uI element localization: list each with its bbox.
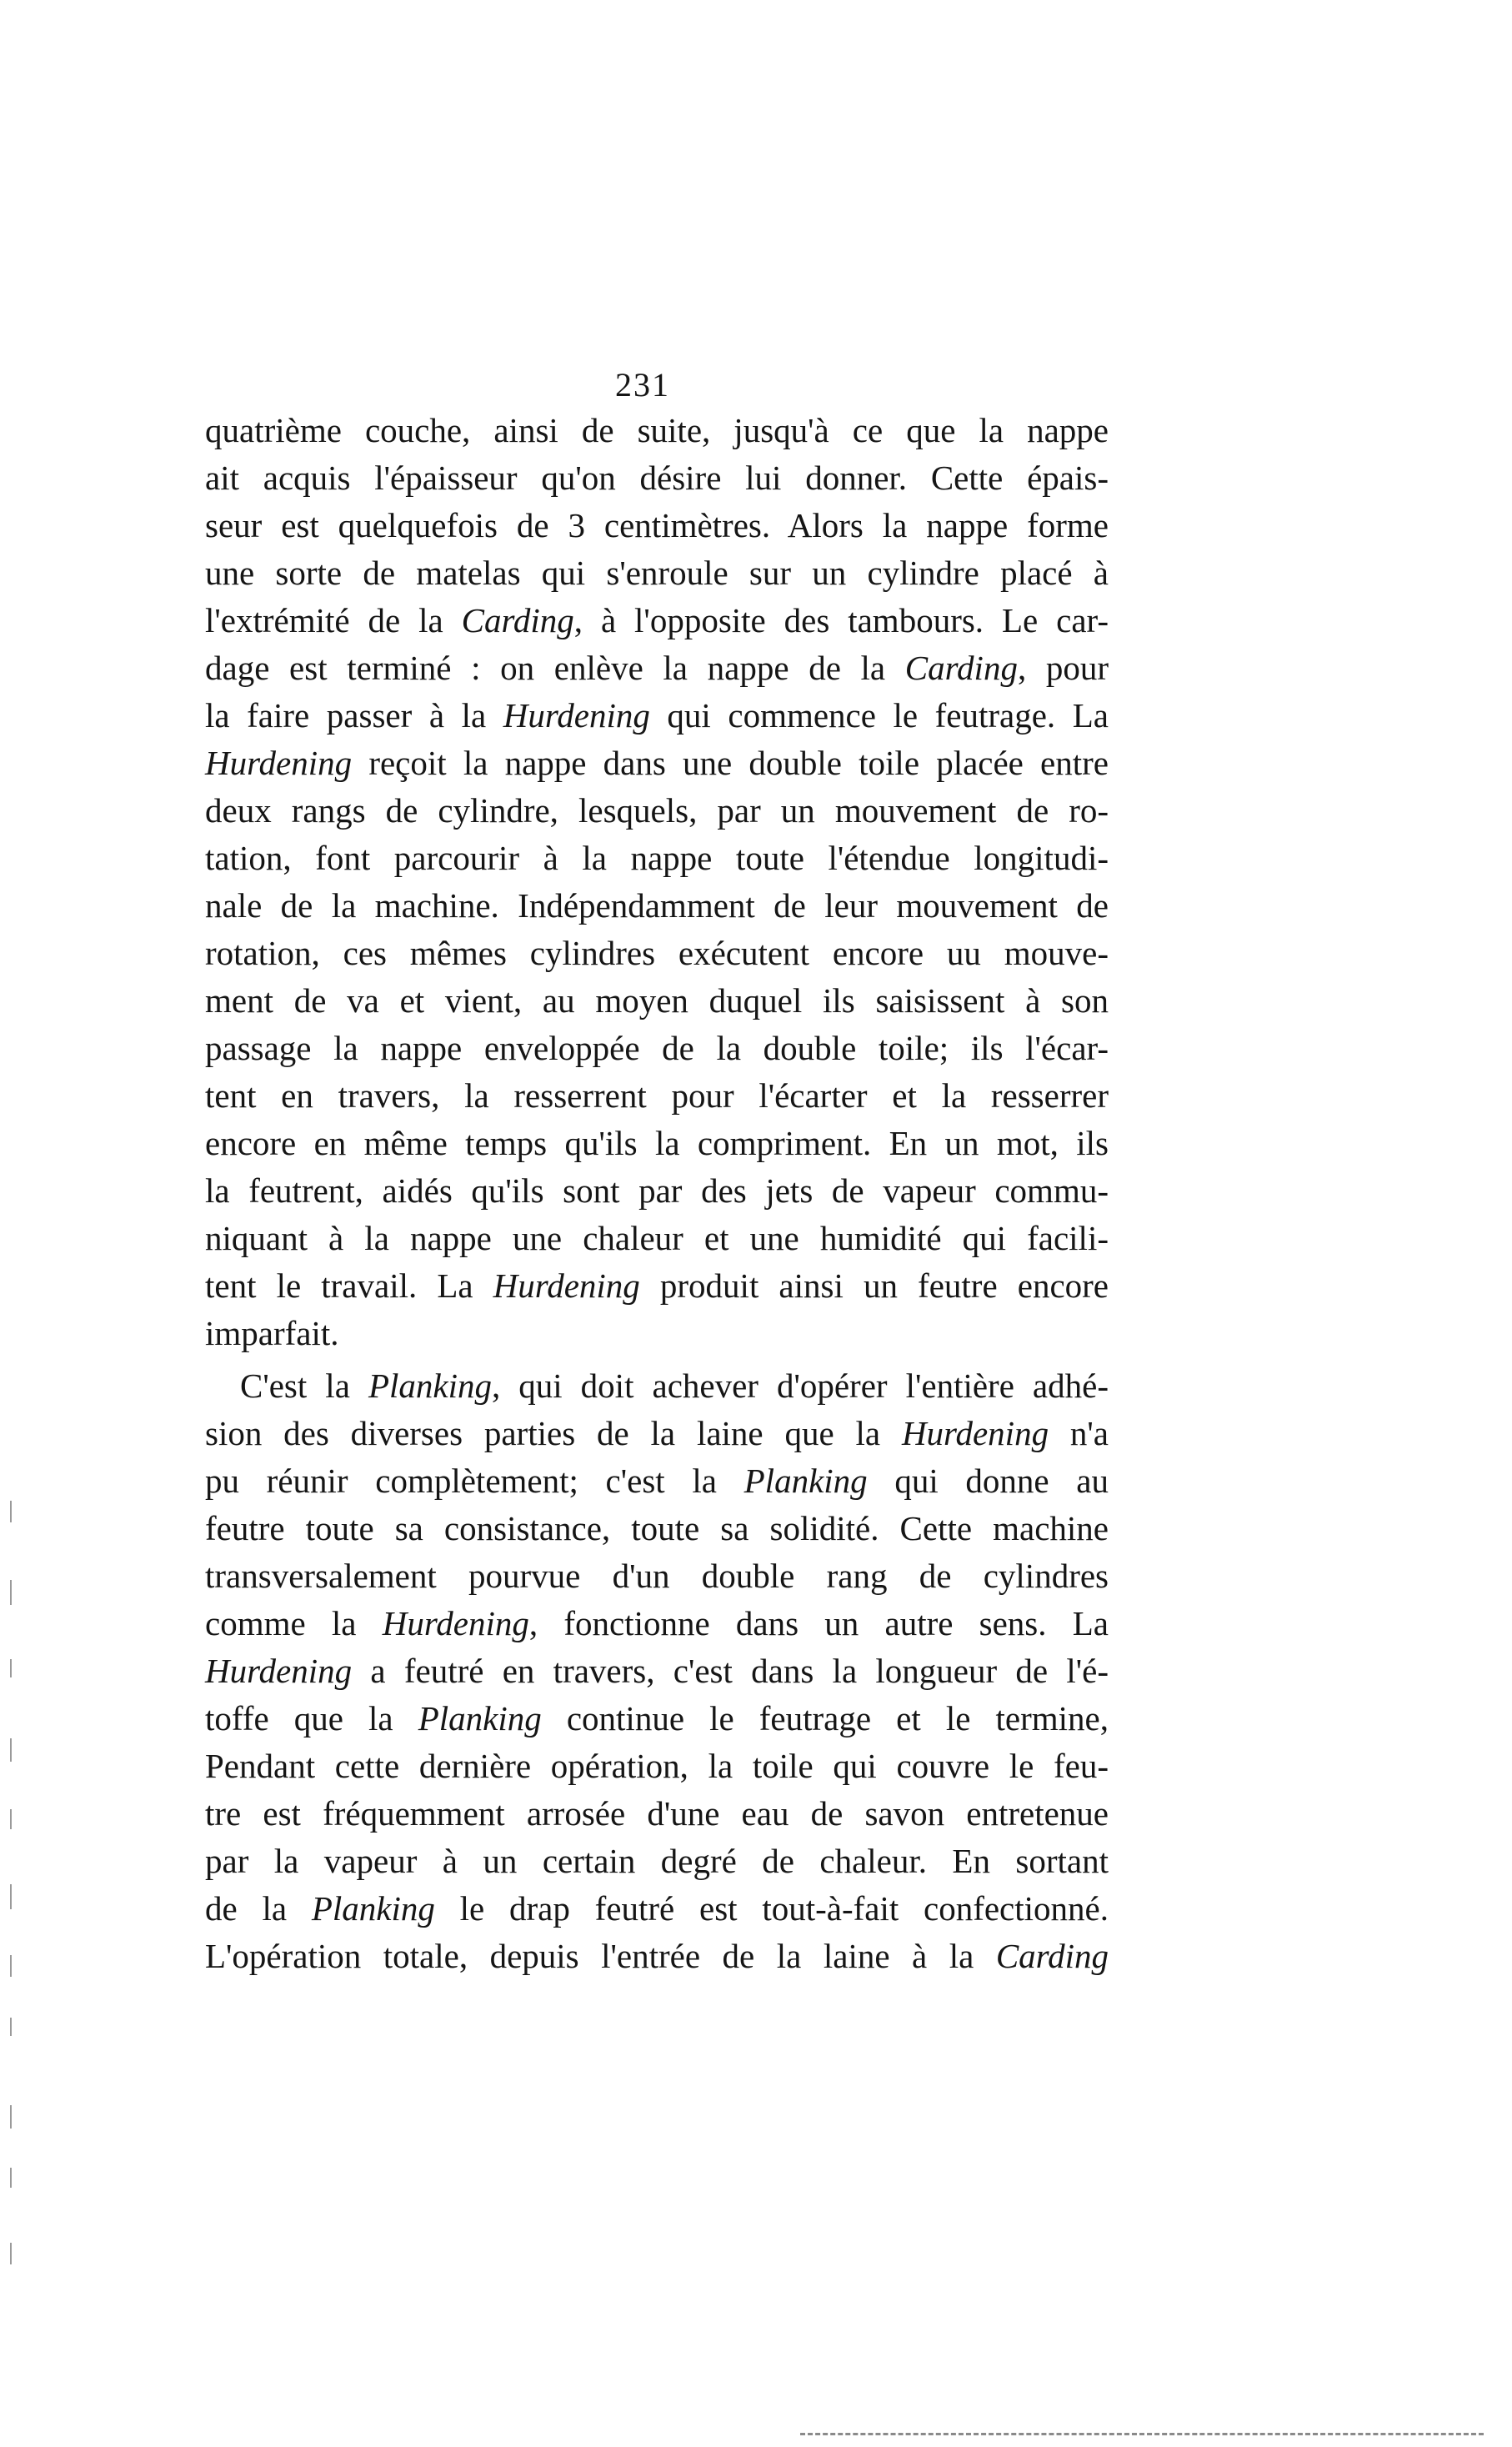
text-line: tent en travers, la resserrent pour l'écarter et la resserrer [205, 1076, 1109, 1115]
italic-term: Planking [743, 1462, 868, 1500]
text-line: C'est la Planking, qui doit achever d'opérer l'entière adhé- [240, 1366, 1109, 1405]
text-line: encore en même temps qu'ils la compriment. En un mot, ils [205, 1124, 1109, 1162]
text-line: la feutrent, aidés qu'ils sont par des jets de vapeur commu- [205, 1171, 1109, 1210]
text-line: deux rangs de cylindre, lesquels, par un mouvement de ro- [205, 791, 1109, 830]
text-line: nale de la machine. Indépendamment de leur mouvement de [205, 886, 1109, 925]
text-line: imparfait. [205, 1314, 339, 1352]
text-line: tre est fréquemment arrosée d'une eau de savon entretenue [205, 1794, 1109, 1833]
text-line: Hurdening a feutré en travers, c'est dans la longueur de l'é- [205, 1652, 1109, 1690]
text-line: dage est terminé : on enlève la nappe de la Carding, pour [205, 649, 1109, 687]
text-line: une sorte de matelas qui s'enroule sur un cylindre placé à [205, 554, 1109, 592]
text-line: L'opération totale, depuis l'entrée de la laine à la Carding [205, 1937, 1109, 1975]
paragraph [205, 1362, 1109, 1980]
text-line: quatrième couche, ainsi de suite, jusqu'à ce que la nappe [205, 411, 1109, 449]
text-line: l'extrémité de la Carding, à l'opposite des tambours. Le car- [205, 601, 1109, 639]
text-line: Pendant cette dernière opération, la toile qui couvre le feu- [205, 1747, 1109, 1785]
text-line: passage la nappe enveloppée de la double toile; ils l'écar- [205, 1029, 1109, 1067]
italic-term: Carding [904, 649, 1018, 687]
text-line: tent le travail. La Hurdening produit ainsi un feutre encore [205, 1266, 1109, 1305]
italic-term: Planking [311, 1889, 435, 1928]
italic-term: Hurdening [205, 744, 353, 782]
text-line: la faire passer à la Hurdening qui commence le feutrage. La [205, 696, 1109, 735]
text-line: tation, font parcourir à la nappe toute l'étendue longitudi- [205, 839, 1109, 877]
italic-term: Carding [461, 601, 574, 639]
text-line: comme la Hurdening, fonctionne dans un autre sens. La [205, 1604, 1109, 1642]
italic-term: Hurdening [205, 1652, 353, 1690]
italic-term: Planking [418, 1699, 542, 1737]
body-text [205, 407, 1109, 1980]
text-line: rotation, ces mêmes cylindres exécutent encore uu mouve- [205, 934, 1109, 972]
text-line: seur est quelquefois de 3 centimètres. Alors la nappe forme [205, 506, 1109, 544]
text-line: Hurdening reçoit la nappe dans une double toile placée entre [205, 744, 1109, 782]
text-line: feutre toute sa consistance, toute sa solidité. Cette machine [205, 1509, 1109, 1547]
italic-term: Hurdening [382, 1604, 529, 1642]
text-line: par la vapeur à un certain degré de chaleur. En sortant [205, 1842, 1109, 1880]
italic-term: Hurdening [493, 1266, 640, 1305]
scan-bottom-rule [800, 2433, 1484, 2435]
italic-term: Hurdening [503, 696, 650, 735]
text-line: niquant à la nappe une chaleur et une humidité qui facili- [205, 1219, 1109, 1257]
text-line: ait acquis l'épaisseur qu'on désire lui donner. Cette épais- [205, 459, 1109, 497]
italic-term: Hurdening [901, 1414, 1049, 1452]
italic-term: Carding [995, 1937, 1109, 1975]
text-line: ment de va et vient, au moyen duquel ils saisissent à son [205, 981, 1109, 1020]
text-line: toffe que la Planking continue le feutrage et le termine, [205, 1699, 1109, 1737]
text-line: pu réunir complètement; c'est la Planking qui donne au [205, 1462, 1109, 1500]
paragraph [205, 407, 1109, 1357]
text-line: sion des diverses parties de la laine que la Hurdening n'a [205, 1414, 1109, 1452]
text-line: de la Planking le drap feutré est tout-à-fait confectionné. [205, 1889, 1109, 1928]
text-line: transversalement pourvue d'un double rang de cylindres [205, 1557, 1109, 1595]
italic-term: Planking [368, 1366, 492, 1405]
page-number: 231 [615, 366, 670, 404]
